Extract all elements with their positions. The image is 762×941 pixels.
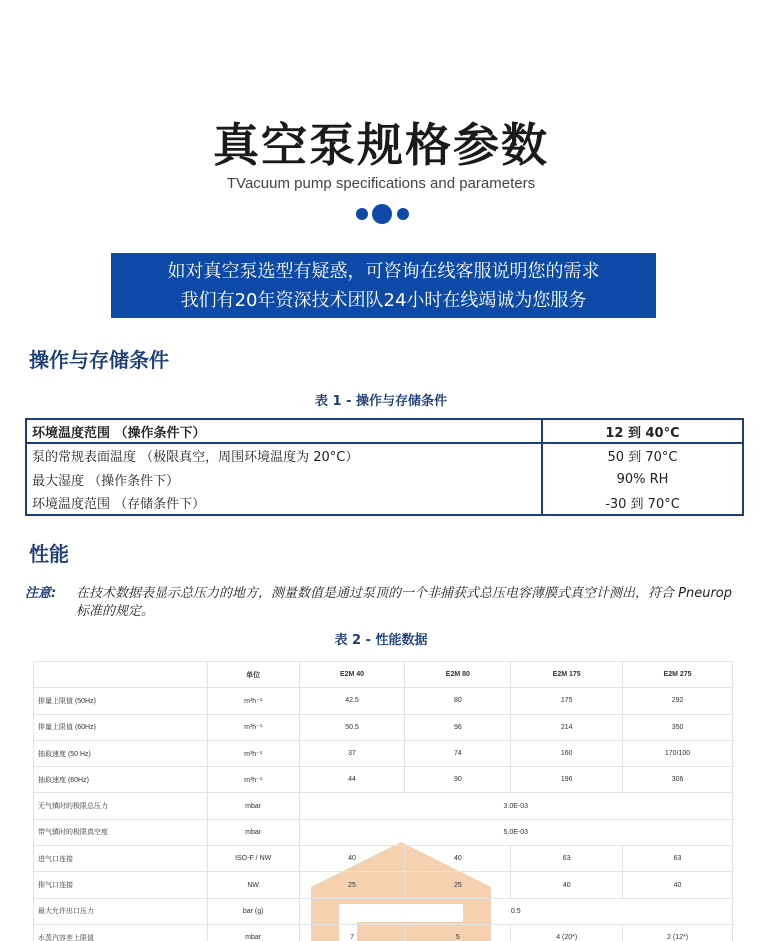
cell-value: 40: [299, 846, 405, 872]
section-title-performance: 性能: [29, 542, 69, 566]
cell-value: 2 (12*): [623, 924, 733, 941]
cell-value: 44: [299, 767, 405, 793]
note-text: 在技术数据表显示总压力的地方，测量数值是通过泵顶的一个非捕获式总压电容薄膜式真空计测出，符合 Pneurop 标准的规定。: [76, 586, 732, 619]
cell-value: 74: [405, 740, 511, 766]
cell-value: 80: [405, 688, 511, 714]
table-row: [26, 443, 743, 467]
cell-value: 50.5: [299, 714, 405, 740]
row-label: 排气口连接: [34, 872, 208, 898]
column-header: [34, 662, 208, 688]
column-header: E2M 175: [511, 662, 623, 688]
table-row: [34, 740, 733, 766]
table1-caption: 表 1 - 操作与存储条件: [314, 394, 448, 409]
row-unit: m³h⁻¹: [207, 688, 299, 714]
page-title: 真空泵规格参数: [213, 118, 549, 172]
table-row: [34, 688, 733, 714]
cell-value-merged: 5.0E-03: [299, 819, 732, 845]
note: [25, 585, 735, 621]
cell-value: 25: [299, 872, 405, 898]
row-unit: mbar: [207, 819, 299, 845]
row-value: 90% RH: [542, 467, 743, 491]
row-label: 带气镇时的极限真空度: [34, 819, 208, 845]
cell-value: 170/100: [623, 740, 733, 766]
cell-value: 25: [405, 872, 511, 898]
cell-value: 214: [511, 714, 623, 740]
table-row: [34, 846, 733, 872]
row-label: 排量上限值 (60Hz): [34, 714, 208, 740]
cell-value: 96: [405, 714, 511, 740]
row-label: 排量上限值 (50Hz): [34, 688, 208, 714]
cell-value: 5: [405, 924, 511, 941]
decorative-dots: [0, 204, 762, 224]
cell-value: 42.5: [299, 688, 405, 714]
cell-value: 196: [511, 767, 623, 793]
cell-value: 63: [623, 846, 733, 872]
column-header: 单位: [207, 662, 299, 688]
dot-large-center: [372, 204, 392, 224]
dot-small-right: [397, 208, 409, 220]
cell-value-merged: 3.0E-03: [299, 793, 732, 819]
row-label: 水蒸汽容差上限值: [34, 924, 208, 941]
table-row: [26, 491, 743, 515]
table-row: [34, 767, 733, 793]
dot-small-left: [356, 208, 368, 220]
cell-value: 40: [405, 846, 511, 872]
row-value: 50 到 70°C: [542, 443, 743, 467]
cell-value: 40: [511, 872, 623, 898]
cell-value-merged: 0.5: [299, 898, 732, 924]
table-row: [34, 793, 733, 819]
banner-line-1: 如对真空泵选型有疑惑，可咨询在线客服说明您的需求: [167, 261, 600, 282]
row-label: 无气镇时的极限总压力: [34, 793, 208, 819]
page-subtitle: TVacuum pump specifications and parameters: [226, 175, 536, 192]
table-row: [34, 819, 733, 845]
table-row: [26, 467, 743, 491]
cell-value: 63: [511, 846, 623, 872]
row-unit: mbar: [207, 793, 299, 819]
row-unit: bar (g): [207, 898, 299, 924]
row-label: 最大湿度 （操作条件下）: [26, 467, 542, 491]
cell-value: 40: [623, 872, 733, 898]
note-label: 注意:: [25, 586, 57, 601]
banner-line-2: 我们有20年资深技术团队24小时在线竭诚为您服务: [180, 290, 587, 311]
table-header-row: [34, 662, 733, 688]
row-label: 抽取速度 (60Hz): [34, 767, 208, 793]
cell-value: 7: [299, 924, 405, 941]
column-header: E2M 40: [299, 662, 405, 688]
table-row: [34, 924, 733, 941]
table2-caption: 表 2 - 性能数据: [334, 633, 428, 648]
cell-value: 90: [405, 767, 511, 793]
row-label: 抽取速度 (50 Hz): [34, 740, 208, 766]
row-unit: NW: [207, 872, 299, 898]
cell-value: 160: [511, 740, 623, 766]
row-unit: mbar: [207, 924, 299, 941]
conditions-table: [25, 418, 744, 516]
table-row: [34, 898, 733, 924]
row-label: 最大允许出口压力: [34, 898, 208, 924]
cell-value: 4 (20*): [511, 924, 623, 941]
table-row: [34, 714, 733, 740]
row-label: 环境温度范围 （存储条件下）: [26, 491, 542, 515]
row-label: 泵的常规表面温度 （极限真空，周围环境温度为 20°C）: [26, 443, 542, 467]
column-header: E2M 80: [405, 662, 511, 688]
row-label: 进气口连接: [34, 846, 208, 872]
table-row: [26, 419, 743, 443]
cell-value: 292: [623, 688, 733, 714]
section-title-conditions: 操作与存储条件: [29, 348, 169, 372]
cell-value: 175: [511, 688, 623, 714]
row-unit: m³h⁻¹: [207, 714, 299, 740]
cell-value: 37: [299, 740, 405, 766]
row-unit: ISO-F / NW: [207, 846, 299, 872]
cell-value: 350: [623, 714, 733, 740]
performance-table: [33, 661, 733, 941]
consult-banner[interactable]: [111, 253, 656, 318]
table-row: [34, 872, 733, 898]
row-value: 12 到 40°C: [542, 419, 743, 443]
row-unit: m³h⁻¹: [207, 740, 299, 766]
row-label: 环境温度范围 （操作条件下）: [26, 419, 542, 443]
column-header: E2M 275: [623, 662, 733, 688]
row-unit: m³h⁻¹: [207, 767, 299, 793]
cell-value: 306: [623, 767, 733, 793]
row-value: -30 到 70°C: [542, 491, 743, 515]
